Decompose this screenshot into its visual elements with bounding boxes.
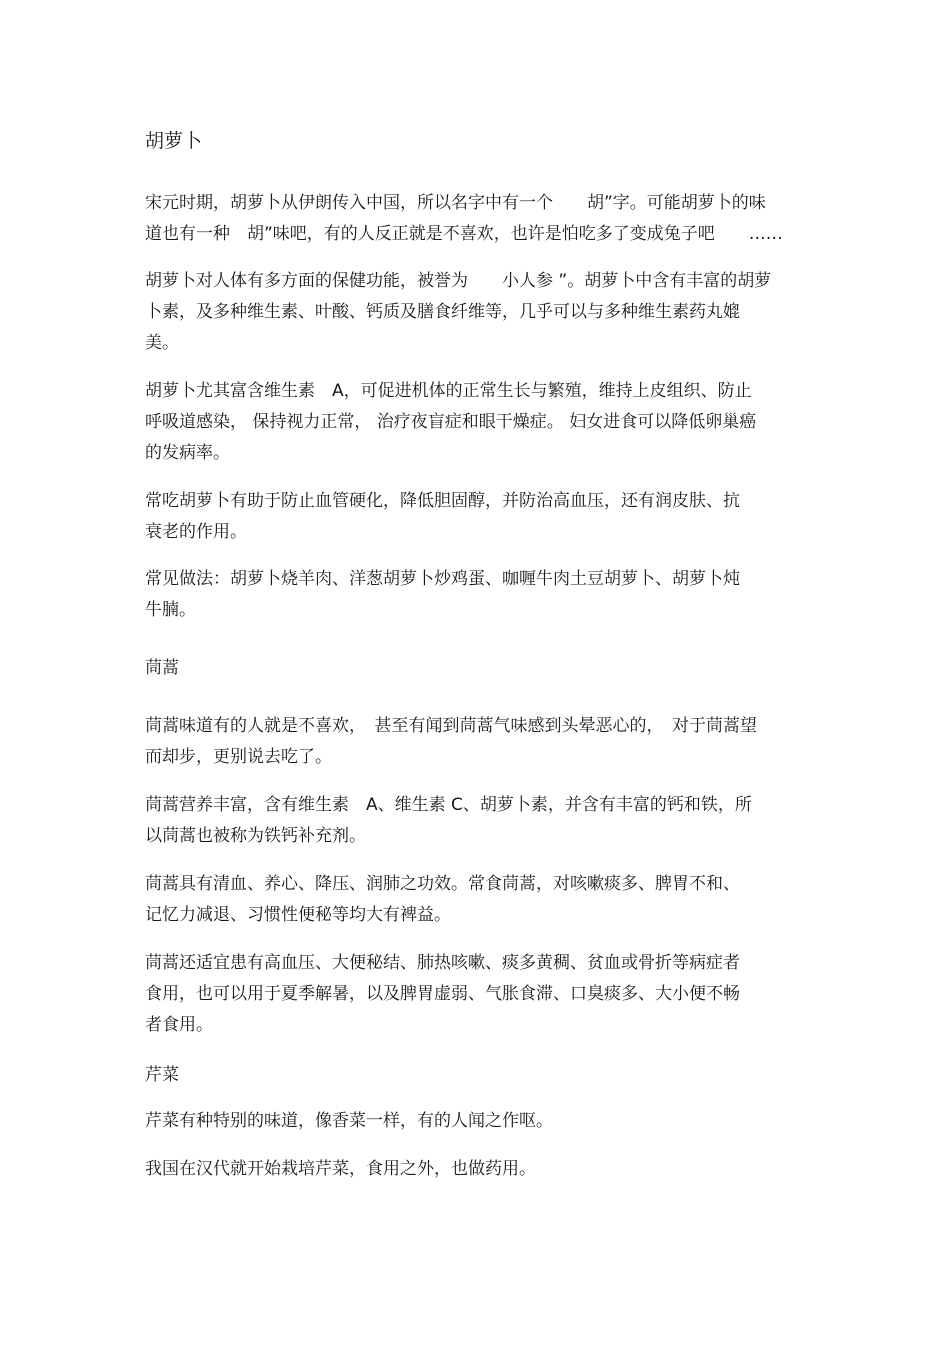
text-line: 呼吸道感染， 保持视力正常， 治疗夜盲症和眼干燥症。 妇女进食可以降低卵巢癌 [145, 412, 757, 432]
section-heading-crown-daisy: 茼蒿 [145, 658, 179, 678]
paragraph-carrot-origin [145, 188, 825, 250]
paragraph-carrot-benefits [145, 486, 825, 548]
paragraph-carrot-health [145, 266, 825, 359]
text-line: 以茼蒿也被称为铁钙补充剂。 [145, 826, 366, 846]
text-line: 者食用。 [145, 1015, 213, 1035]
paragraph-crown-daisy-effects [145, 869, 825, 931]
text-line: 胡萝卜对人体有多方面的保健功能，被誉为 小人参 ”。胡萝卜中含有丰富的胡萝 [145, 271, 772, 291]
text-line: 道也有一种 胡”味吧，有的人反正就是不喜欢，也许是怕吃多了变成兔子吧 …… [145, 224, 783, 244]
paragraph-crown-daisy-nutrition [145, 790, 825, 852]
text-line: 茼蒿具有清血、养心、降压、润肺之功效。常食茼蒿，对咳嗽痰多、脾胃不和、 [145, 874, 740, 894]
page-title: 胡萝卜 [145, 130, 203, 152]
text-line: 芹菜有种特别的味道，像香菜一样，有的人闻之作呕。 [145, 1111, 553, 1131]
paragraph-crown-daisy-taste [145, 711, 825, 773]
text-line: 记忆力减退、习惯性便秘等均大有裨益。 [145, 905, 451, 925]
text-line: 食用，也可以用于夏季解暑，以及脾胃虚弱、气胀食滞、口臭痰多、大小便不畅 [145, 984, 740, 1004]
text-line: 的发病率。 [145, 443, 230, 463]
paragraph-celery-history [145, 1154, 825, 1185]
text-line: 常吃胡萝卜有助于防止血管硬化，降低胆固醇，并防治高血压，还有润皮肤、抗 [145, 491, 740, 511]
text-line: 常见做法：胡萝卜烧羊肉、洋葱胡萝卜炒鸡蛋、咖喱牛肉土豆胡萝卜、胡萝卜炖 [145, 569, 740, 589]
paragraph-carrot-vitamin-a [145, 376, 825, 469]
section-heading-celery: 芹菜 [145, 1065, 179, 1085]
paragraph-crown-daisy-suitable [145, 948, 825, 1041]
text-line: 茼蒿味道有的人就是不喜欢， 甚至有闻到茼蒿气味感到头晕恶心的， 对于茼蒿望 [145, 716, 757, 736]
text-line: 茼蒿营养丰富，含有维生素 A、维生素 C、胡萝卜素，并含有丰富的钙和铁，所 [145, 795, 752, 815]
text-line: 茼蒿还适宜患有高血压、大便秘结、肺热咳嗽、痰多黄稠、贫血或骨折等病症者 [145, 953, 740, 973]
text-line: 牛腩。 [145, 600, 196, 620]
paragraph-celery-taste [145, 1106, 825, 1137]
paragraph-carrot-recipes [145, 564, 825, 626]
text-line: 美。 [145, 333, 179, 353]
text-line: 卜素，及多种维生素、叶酸、钙质及膳食纤维等，几乎可以与多种维生素药丸媲 [145, 302, 740, 322]
text-line: 而却步，更别说去吃了。 [145, 747, 332, 767]
text-line: 胡萝卜尤其富含维生素 A，可促进机体的正常生长与繁殖，维持上皮组织、防止 [145, 381, 752, 401]
text-line: 我国在汉代就开始栽培芹菜，食用之外，也做药用。 [145, 1159, 536, 1179]
text-line: 衰老的作用。 [145, 522, 247, 542]
text-line: 宋元时期，胡萝卜从伊朗传入中国，所以名字中有一个 胡”字。可能胡萝卜的味 [145, 193, 766, 213]
